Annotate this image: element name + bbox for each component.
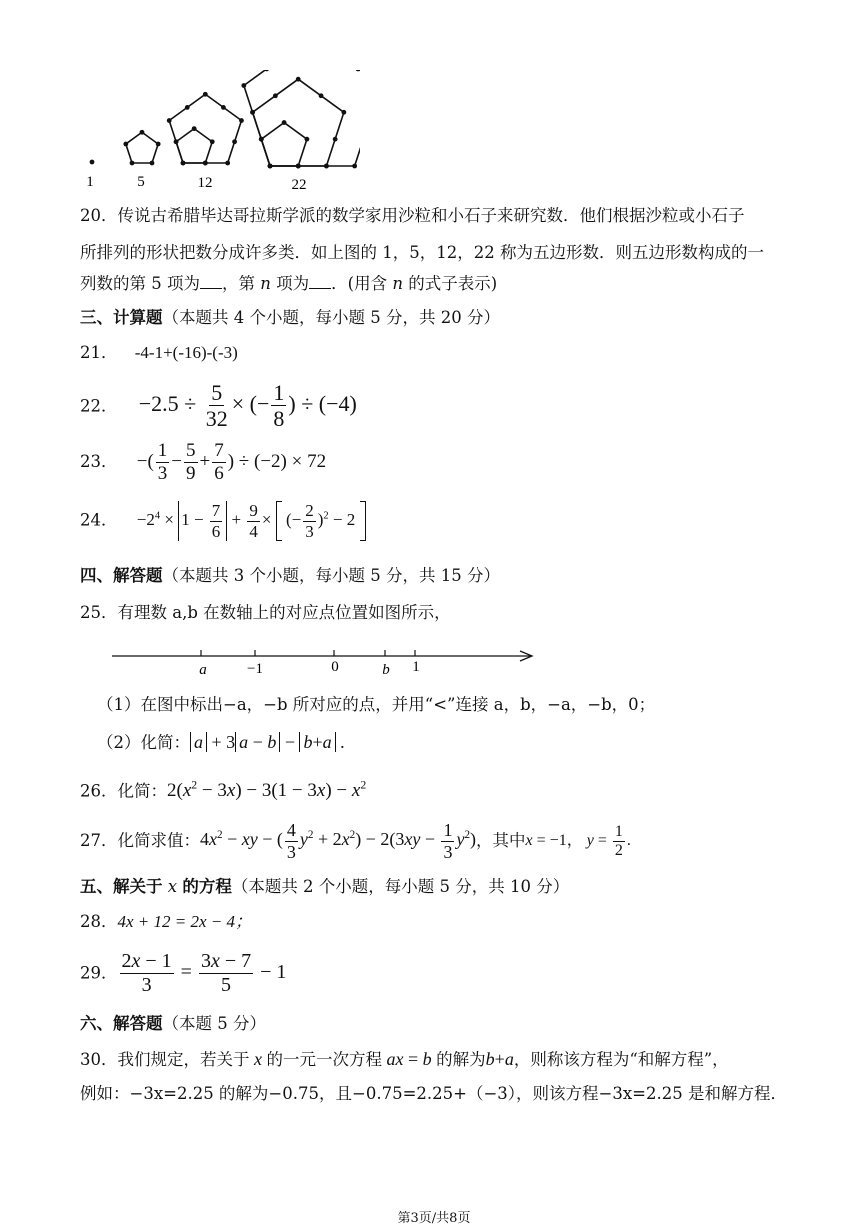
- q27-label: 27．化简求值：: [80, 830, 200, 850]
- figure-label-1: 1: [86, 174, 94, 190]
- q21-num: 21．: [80, 343, 118, 362]
- q26-label: 26．化简：: [80, 781, 167, 801]
- q27-cond: ，其中: [476, 830, 526, 850]
- axis-label-b: b: [382, 662, 390, 678]
- q30-text-d: ，则称该方程为“和解方程”，: [513, 1050, 729, 1069]
- q23-num: 23．: [80, 452, 118, 472]
- section5-title: 五、解关于: [80, 877, 163, 896]
- section5-note: （本题共 2 个小题，每小题 5 分，共 10 分）: [231, 877, 570, 896]
- q20-blank-1[interactable]: [200, 274, 222, 289]
- q26: [80, 775, 366, 802]
- axis-label-a: a: [199, 662, 207, 678]
- q28-num: 28．: [80, 912, 118, 931]
- q20-text-c: 项为: [270, 274, 310, 293]
- q29-expr: $\frac{2x - 1}{3}$ = $\frac{3x - 7}{5}$ − 1: [121, 950, 287, 996]
- section3-heading: [80, 307, 500, 329]
- q25-line: 25．有理数 a,b 在数轴上的对应点位置如图所示，: [80, 603, 451, 622]
- q30-line1: [80, 1048, 729, 1071]
- axis-label-0: 0: [331, 659, 339, 675]
- pentagon-outline: [169, 94, 241, 163]
- q30-text-c: 的解为: [436, 1050, 486, 1069]
- q20-line3: [80, 273, 497, 295]
- q30-sum: b+a: [485, 1049, 514, 1069]
- q22-expr: −2.5 ÷ $\frac{5}{32}$ × (− $\frac{1}{8}$ ) ÷ (−4): [138, 380, 357, 432]
- section5-title2: 的方程: [182, 877, 232, 896]
- figure-label-12: 12: [197, 175, 213, 191]
- figure-label-5: 5: [137, 174, 145, 190]
- q20-blank-2[interactable]: [309, 274, 331, 289]
- section4-heading: [80, 565, 500, 587]
- q28: [80, 911, 252, 933]
- section4-note: （本题共 3 个小题，每小题 5 分，共 15 分）: [162, 566, 500, 585]
- q23: [80, 440, 326, 485]
- q28-expr: 4x + 12 = 2x − 4；: [117, 912, 253, 931]
- pebble-dot: [90, 160, 95, 165]
- q21: [80, 342, 238, 364]
- section5-heading: [80, 876, 569, 898]
- q25-part2-label: （2）化简：: [97, 733, 190, 752]
- q20-line1: 20．传说古希腊毕达哥拉斯学派的数学家用沙粒和小石子来研究数．他们根据沙粒或小石子: [80, 206, 745, 225]
- q20-text-d: ．(用含: [331, 274, 393, 293]
- section4-title: 四、解答题: [80, 566, 163, 585]
- q30-text-a: 30．我们规定，若关于: [80, 1050, 250, 1069]
- axis-label-neg1: −1: [247, 661, 263, 677]
- q30-text-b: 的一元一次方程: [266, 1050, 382, 1069]
- q24-num: 24．: [80, 510, 118, 530]
- q20-n2: n: [392, 274, 403, 293]
- q25-part2-expr: a + 3 a − b − b+a .: [190, 732, 345, 752]
- pentagon-outline: [126, 132, 158, 163]
- q29: [80, 950, 286, 997]
- q30-x: x: [249, 1049, 267, 1069]
- number-line: [110, 643, 540, 683]
- section5-x: x: [167, 877, 178, 896]
- q20-text-b: ，第: [222, 274, 261, 293]
- q23-expr: −( $\frac{1}{3}$ − $\frac{5}{9}$ + $\frac{7}{6}$ ) ÷ (−2) × 72: [136, 440, 327, 484]
- pentagonal-numbers-figure: [80, 70, 360, 195]
- q24: [80, 501, 366, 541]
- q22: [80, 380, 357, 432]
- q27-values: x = −1， y = $\frac{1}{2}$ .: [525, 822, 631, 860]
- figure-label-22: 22: [291, 177, 307, 193]
- q21-expr: -4-1+(-16)-(-3): [134, 343, 238, 362]
- section6-title: 六、解答题: [80, 1014, 163, 1033]
- q20-text-e: 的式子表示): [402, 274, 498, 293]
- q20-text-a: 列数的第 5 项为: [80, 274, 200, 293]
- q25-part2: [97, 731, 345, 754]
- section6-note: （本题 5 分）: [162, 1014, 266, 1033]
- q27-expr: $4x^2$ − xy − ( $\frac{4}{3}$ $y^2 + 2x^2) - 2(3xy$ − $\frac{1}{3}$ $y^2$): [200, 820, 477, 862]
- q20-n: n: [260, 274, 271, 293]
- q27: [80, 820, 631, 862]
- q29-num: 29．: [80, 963, 118, 983]
- q26-expr: $2(x^2 - 3x) - 3(1 - 3x) - x^2$: [167, 779, 367, 802]
- q30-eq: ax = b: [386, 1049, 432, 1069]
- page-footer: 第3页/共8页: [397, 1211, 471, 1226]
- q20-line2: 所排列的形状把数分成许多类．如上图的 1，5，12，22 称为五边形数．则五边形数构成的一: [80, 243, 764, 262]
- axis-label-1: 1: [412, 659, 420, 675]
- q24-expr: $-2^4 \times 1$ − $\frac{7}{6}$ + $\frac{9}{4}$ × (− $\frac{2}{3}$ )$^2$ − 2: [137, 510, 366, 529]
- section6-heading: [80, 1013, 266, 1035]
- q22-num: 22．: [80, 396, 118, 416]
- q30-line2: 例如：−3x=2.25 的解为−0.75，且−0.75=2.25+（−3），则该方程−3x=2.25 是和解方程．: [80, 1084, 787, 1103]
- section3-note: （本题共 4 个小题，每小题 5 分，共 20 分）: [162, 308, 500, 327]
- section3-title: 三、计算题: [80, 308, 163, 327]
- q25-part1: （1）在图中标出−a，−b 所对应的点，并用“<”连接 a，b，−a，−b，0；: [97, 695, 656, 714]
